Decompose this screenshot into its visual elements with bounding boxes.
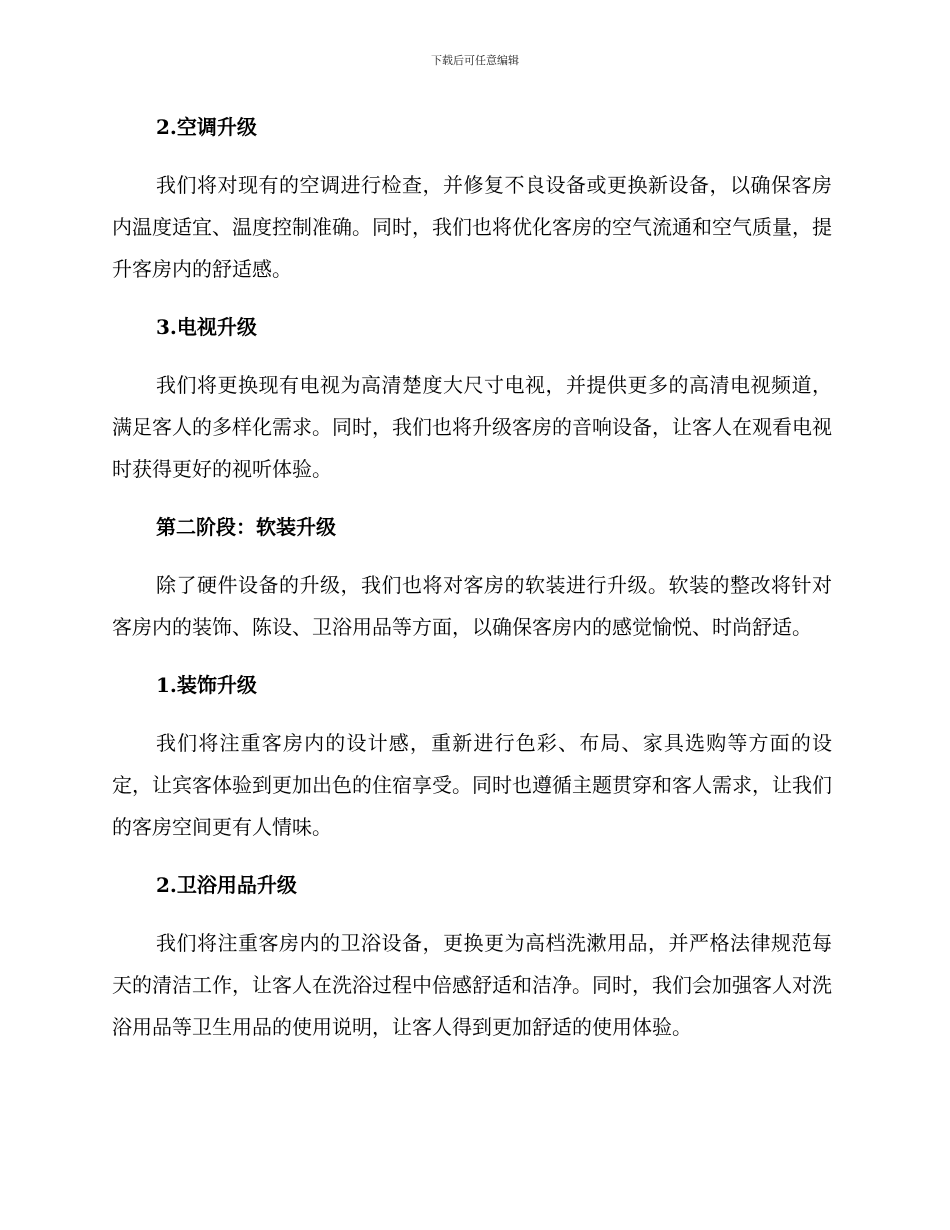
section-heading-tv-upgrade: 3.电视升级	[156, 315, 257, 339]
document-body	[112, 108, 832, 1066]
section-heading-decor-upgrade: 1.装饰升级	[156, 673, 257, 697]
section-heading-phase-two: 第二阶段：软装升级	[156, 515, 336, 539]
section-heading-bath-upgrade: 2.卫浴用品升级	[156, 873, 297, 897]
page-header: 下载后可任意编辑	[431, 54, 519, 67]
section-paragraph-phase-two: 除了硬件设备的升级，我们也将对客房的软装进行升级。软装的整改将针对客房内的装饰、陈设、卫浴用品等方面，以确保客房内的感觉愉悦、时尚舒适。	[112, 573, 832, 639]
section-paragraph-bath-upgrade: 我们将注重客房内的卫浴设备，更换更为高档洗漱用品，并严格法律规范每天的清洁工作，让客人在洗浴过程中倍感舒适和洁净。同时，我们会加强客人对洗浴用品等卫生用品的使用说明，让客人得到更加舒适的使用体验。	[112, 931, 832, 1039]
section-heading-ac-upgrade: 2.空调升级	[156, 115, 257, 139]
section-paragraph-ac-upgrade: 我们将对现有的空调进行检查，并修复不良设备或更换新设备，以确保客房内温度适宜、温度控制准确。同时，我们也将优化客房的空气流通和空气质量，提升客房内的舒适感。	[112, 173, 832, 281]
section-paragraph-decor-upgrade: 我们将注重客房内的设计感，重新进行色彩、布局、家具选购等方面的设定，让宾客体验到更加出色的住宿享受。同时也遵循主题贯穿和客人需求，让我们的客房空间更有人情味。	[112, 731, 832, 839]
section-paragraph-tv-upgrade: 我们将更换现有电视为高清楚度大尺寸电视，并提供更多的高清电视频道，满足客人的多样化需求。同时，我们也将升级客房的音响设备，让客人在观看电视时获得更好的视听体验。	[112, 373, 832, 481]
